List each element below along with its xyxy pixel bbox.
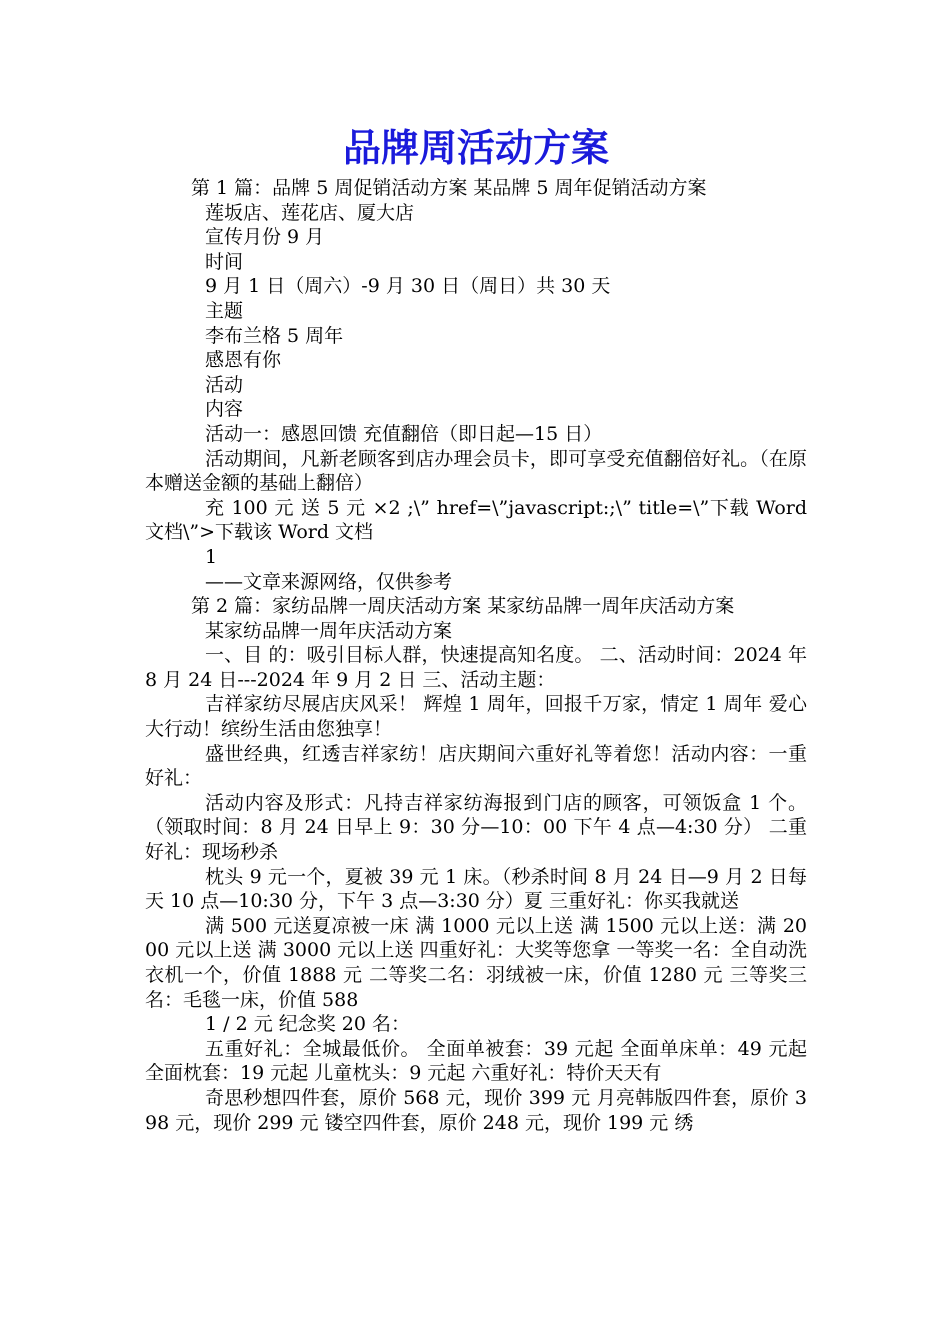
body-paragraph: 吉祥家纺尽展店庆风采！ 辉煌 1 周年，回报千万家，情定 1 周年 爱心大行动！缤纷生活由您独享！ [145, 693, 807, 741]
document-page [145, 120, 807, 1135]
body-paragraph: 某家纺品牌一周年庆活动方案 [205, 619, 453, 642]
body-paragraph: 宣传月份 9 月 [205, 226, 325, 249]
body-paragraph: 一、目 的：吸引目标人群，快速提高知名度。 二、活动时间：2024 年 8 月 24 日---2024 年 9 月 2 日 三、活动主题： [145, 644, 807, 691]
body-paragraph: 李布兰格 5 周年 [205, 324, 344, 347]
document-title: 品牌周活动方案 [342, 126, 609, 170]
section-heading: 第 2 篇：家纺品牌一周庆活动方案 某家纺品牌一周年庆活动方案 [191, 595, 735, 618]
body-paragraph: 活动内容及形式：凡持吉祥家纺海报到门店的顾客，可领饭盒 1 个。（领取时间：8 月 24 日早上 9：30 分—10：00 下午 4 点—4:30 分） 二重好礼：现场秒杀 [145, 791, 807, 864]
body-paragraph: 活动期间，凡新老顾客到店办理会员卡，即可享受充值翻倍好礼。（在原本赠送金额的基础上翻倍） [145, 447, 807, 495]
body-paragraph: 充 100 元 送 5 元 ×2 ;\” href=\”javascript:;\” title=\”下载 Word 文档\”>下载该 Word 文档 [145, 496, 807, 544]
body-paragraph: 奇思秒想四件套，原价 568 元，现价 399 元 月亮韩版四件套，原价 398 元，现价 299 元 镂空四件套，原价 248 元，现价 199 元 绣 [145, 1086, 807, 1134]
body-paragraph: 盛世经典，红透吉祥家纺！店庆期间六重好礼等着您！活动内容：一重好礼： [145, 742, 807, 790]
body-paragraph: 五重好礼：全城最低价。 全面单被套：39 元起 全面单床单：49 元起 全面枕套：19 元起 儿童枕头：9 元起 六重好礼：特价天天有 [145, 1037, 807, 1085]
body-paragraph: 满 500 元送夏凉被一床 满 1000 元以上送 满 1500 元以上送：满 2000 元以上送 满 3000 元以上送 四重好礼：大奖等您拿 一等奖一名：全自动洗衣机一个，价值 1888 元 二等奖二名：羽绒被一床，价值 1280 元 三等奖三名：毛毯一床，价值 588 [145, 914, 807, 1011]
body-paragraph: 1 [205, 545, 218, 568]
body-paragraph: 9 月 1 日（周六）-9 月 30 日（周日）共 30 天 [205, 275, 611, 298]
body-paragraph: 活动一：感恩回馈 充值翻倍（即日起—15 日） [205, 422, 603, 445]
body-paragraph: 感恩有你 [205, 349, 282, 372]
body-paragraph: 时间 [205, 250, 244, 273]
section-heading: 第 1 篇：品牌 5 周促销活动方案 某品牌 5 周年促销活动方案 [191, 177, 707, 199]
document-body [145, 176, 807, 1135]
body-paragraph: 内容 [205, 398, 244, 421]
body-paragraph: 1 / 2 元 纪念奖 20 名： [205, 1013, 410, 1036]
body-paragraph: ——文章来源网络，仅供参考 [205, 570, 453, 593]
body-paragraph: 活动 [205, 373, 244, 396]
body-paragraph: 莲坂店、莲花店、厦大店 [205, 201, 415, 224]
body-paragraph: 主题 [205, 299, 244, 322]
body-paragraph: 枕头 9 元一个，夏被 39 元 1 床。（秒杀时间 8 月 24 日—9 月 2 日每天 10 点—10:30 分，下午 3 点—3:30 分）夏 三重好礼：你买我就送 [145, 865, 807, 913]
